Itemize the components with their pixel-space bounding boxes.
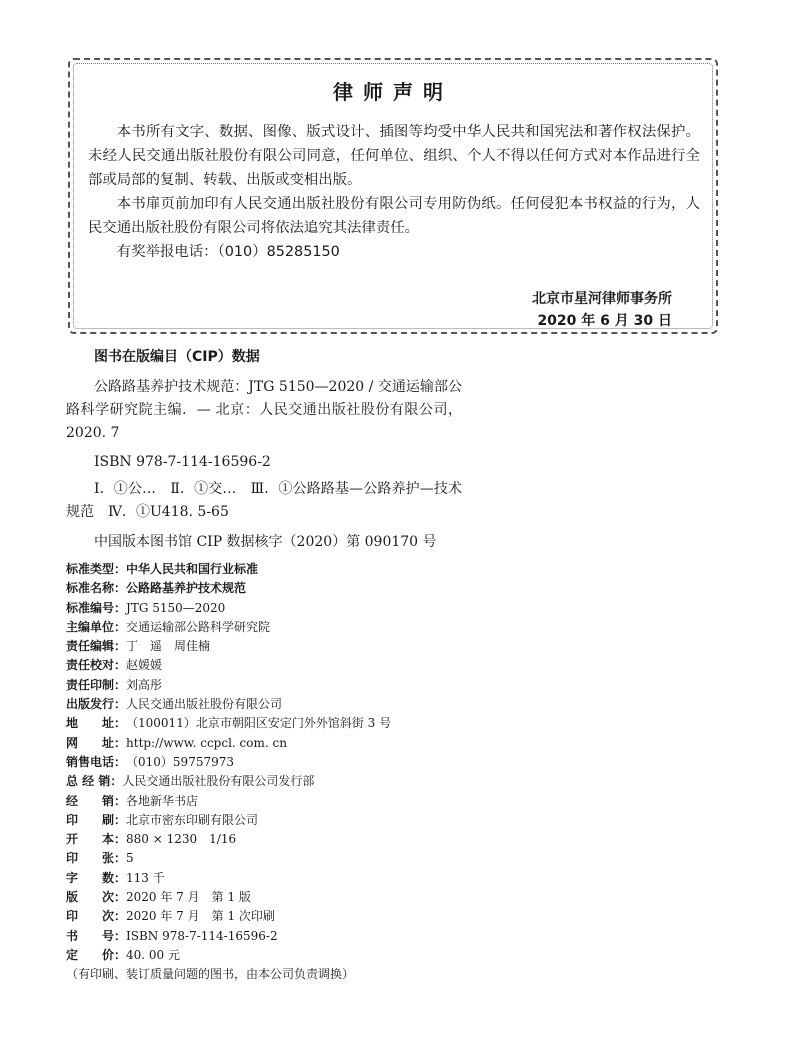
info-label: 标准编号： <box>66 600 127 615</box>
notice-body <box>88 120 700 264</box>
info-label: 主编单位： <box>66 619 127 634</box>
statement-date: 2020 年 6 月 30 日 <box>537 313 672 329</box>
info-row <box>66 695 391 714</box>
info-value: 中华人民共和国行业标准 <box>126 562 259 576</box>
info-label: 版 次： <box>66 890 127 905</box>
cip-check-number-text: 中国版本图书馆 CIP 数据核字（2020）第 090170 号 <box>94 534 437 550</box>
info-value: 113 千 <box>126 870 165 885</box>
info-value: 2020 年 7 月 第 1 版 <box>126 890 251 905</box>
info-label: 标准类型： <box>66 562 127 576</box>
info-value: 赵媛媛 <box>126 658 163 673</box>
notice-paragraph-1: 本书所有文字、数据、图像、版式设计、插图等均受中华人民共和国宪法和著作权法保护。未经人民交通出版社股份有限公司同意，任何单位、组织、个人不得以任何方式对本作品进行全部或局部的复制、转载、出版或变相出版。 <box>88 124 700 188</box>
info-value: JTG 5150—2020 <box>126 600 226 615</box>
info-label: 网 址： <box>66 735 127 750</box>
info-label: 责任校对： <box>66 658 127 673</box>
info-row <box>66 792 391 811</box>
info-label: 印 次： <box>66 909 127 924</box>
info-value: 各地新华书店 <box>126 793 199 808</box>
info-row <box>66 927 391 946</box>
cip-isbn-text: ISBN 978-7-114-16596-2 <box>94 454 271 470</box>
info-row <box>66 714 391 733</box>
info-label: 标准名称： <box>66 581 127 596</box>
info-row <box>66 849 391 868</box>
info-label: 经 销： <box>66 793 127 808</box>
info-value: 人民交通出版社股份有限公司发行部 <box>122 774 315 789</box>
info-value: 丁 遥 周佳楠 <box>126 639 211 654</box>
info-row <box>66 618 391 637</box>
notice-title: 律师声明 <box>333 80 453 104</box>
info-label: 总 经 销： <box>66 774 123 789</box>
info-value: 5 <box>126 851 134 866</box>
info-row <box>66 656 391 675</box>
info-row <box>66 753 391 772</box>
cip-title: 图书在版编目（CIP）数据 <box>94 349 260 365</box>
cip-classification-text: Ⅰ．①公… Ⅱ．①交… Ⅲ．①公路路基—公路养护—技术规范 Ⅳ．①U418. 5-65 <box>66 481 462 520</box>
info-value: （100011）北京市朝阳区安定门外外馆斜街 3 号 <box>126 716 392 731</box>
cip-classification <box>66 478 462 524</box>
info-value: http://www. ccpcl. com. cn <box>126 735 287 750</box>
info-value: 刘高彤 <box>126 677 163 692</box>
info-value: （010）59757973 <box>126 754 234 769</box>
info-label: 开 本： <box>66 832 127 847</box>
publication-info-list <box>66 560 391 985</box>
info-label: 销售电话： <box>66 754 127 769</box>
info-label: 字 数： <box>66 870 127 885</box>
cip-description-text: 公路路基养护技术规范：JTG 5150—2020 / 交通运输部公路科学研究院主编．— 北京：人民交通出版社股份有限公司，2020. 7 <box>66 379 462 441</box>
info-row <box>66 676 391 695</box>
info-row <box>66 811 391 830</box>
info-value: 880 × 1230 1/16 <box>126 832 237 847</box>
quality-footnote: （有印刷、装订质量问题的图书，由本公司负责调换） <box>66 967 355 982</box>
info-label: 印 张： <box>66 851 127 866</box>
cip-description <box>66 376 462 445</box>
cip-check-number <box>66 531 462 554</box>
notice-paragraph-2: 本书扉页前加印有人民交通出版社股份有限公司专用防伪纸。任何侵犯本书权益的行为，人民交通出版社股份有限公司将依法追究其法律责任。 <box>88 196 700 236</box>
info-row <box>66 599 391 618</box>
info-row <box>66 637 391 656</box>
info-value: 2020 年 7 月 第 1 次印刷 <box>126 909 275 924</box>
info-label: 印 刷： <box>66 812 127 827</box>
info-label: 定 价： <box>66 947 127 962</box>
info-label: 书 号： <box>66 928 127 943</box>
info-label: 责任印制： <box>66 677 127 692</box>
info-row <box>66 907 391 926</box>
info-row <box>66 869 391 888</box>
info-row <box>66 772 391 791</box>
info-value: 交通运输部公路科学研究院 <box>126 619 271 634</box>
info-label: 出版发行： <box>66 697 127 712</box>
info-row <box>66 830 391 849</box>
info-value: ISBN 978-7-114-16596-2 <box>126 928 278 943</box>
info-value: 人民交通出版社股份有限公司 <box>126 697 283 712</box>
info-row <box>66 946 391 965</box>
info-label: 地 址： <box>66 716 127 731</box>
cip-isbn <box>66 451 462 474</box>
info-row <box>66 888 391 907</box>
notice-hotline: 有奖举报电话：（010）85285150 <box>116 244 340 260</box>
law-firm-name: 北京市星河律师事务所 <box>532 291 672 307</box>
info-row <box>66 579 391 598</box>
info-value: 公路路基养护技术规范 <box>126 581 247 596</box>
info-row <box>66 560 391 579</box>
info-label: 责任编辑： <box>66 639 127 654</box>
lawyer-statement-box <box>68 58 718 334</box>
info-value: 40. 00 元 <box>126 947 180 962</box>
info-row <box>66 734 391 753</box>
info-value: 北京市密东印刷有限公司 <box>126 812 259 827</box>
